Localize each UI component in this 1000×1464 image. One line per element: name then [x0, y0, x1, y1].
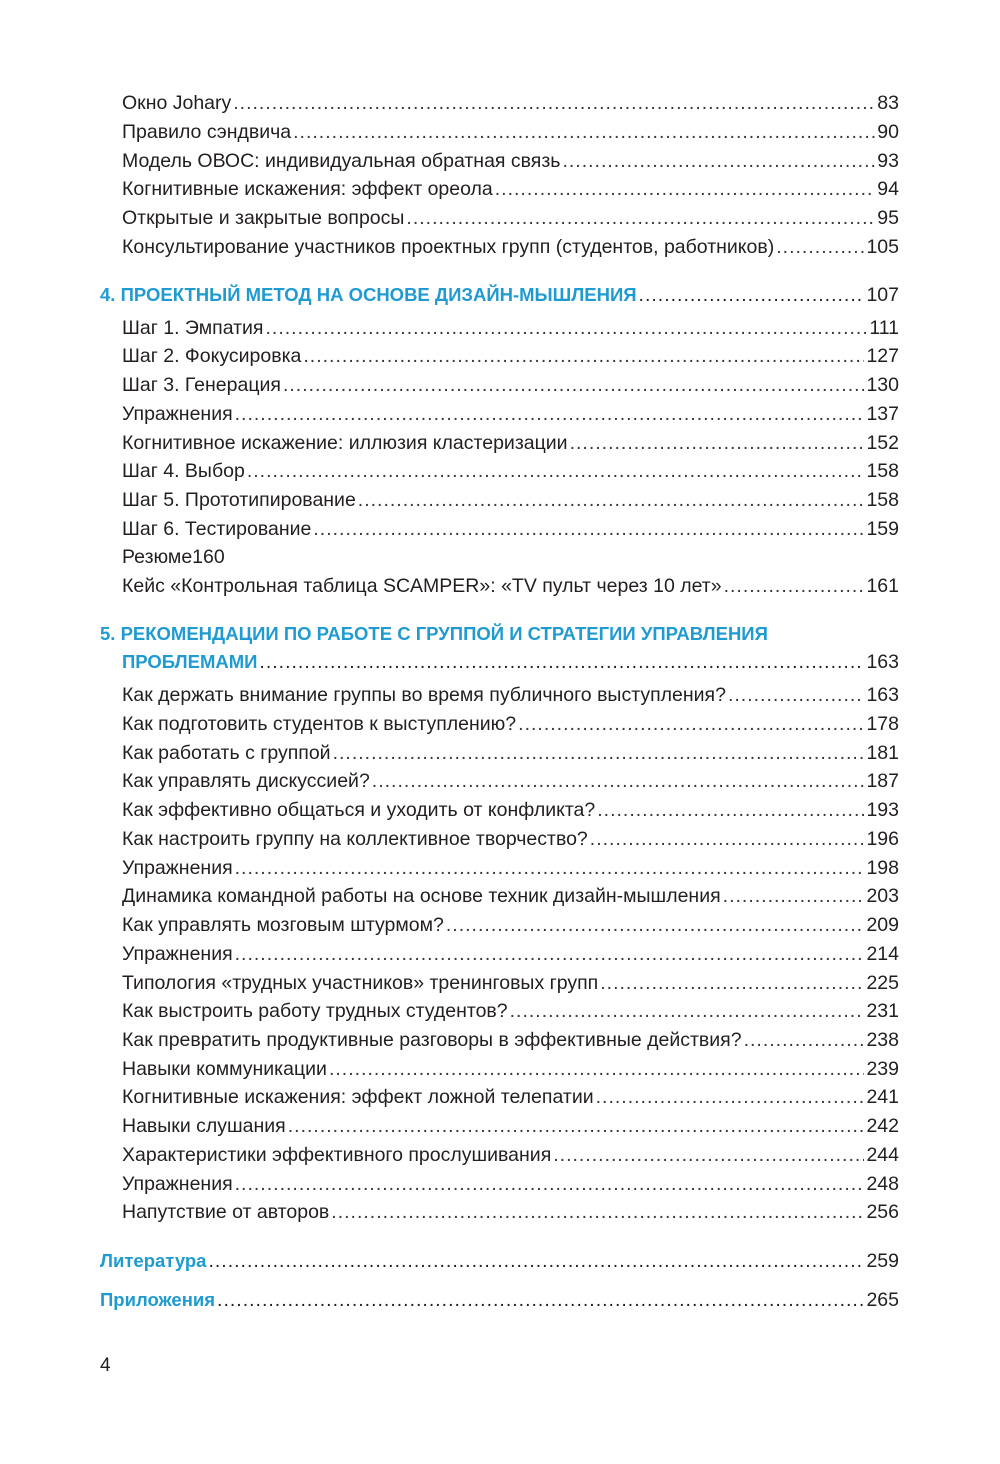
toc-entry[interactable]	[122, 796, 899, 824]
toc-entry-page: 238	[866, 1029, 899, 1051]
dot-leader	[235, 854, 865, 882]
toc-entry[interactable]	[122, 767, 899, 795]
toc-entry-page: 130	[866, 374, 899, 396]
toc-entry-title: Окно Johary	[122, 92, 232, 114]
toc-entry-title: Навыки коммуникации	[122, 1058, 327, 1080]
page-number: 4	[100, 1355, 111, 1376]
dot-leader	[518, 710, 864, 738]
toc-entry[interactable]	[122, 175, 899, 203]
toc-entry-page: 225	[866, 972, 899, 994]
chapter-page: 265	[866, 1289, 899, 1311]
dot-leader	[235, 1170, 865, 1198]
toc-entry[interactable]	[122, 429, 899, 457]
toc-entry-page: 209	[866, 914, 899, 936]
toc-entry[interactable]	[122, 342, 899, 370]
toc-entry-title: Шаг 1. Эмпатия	[122, 317, 264, 339]
toc-entry-page: 244	[866, 1144, 899, 1166]
toc-entry-title: Кейс «Контрольная таблица SCAMPER»: «TV пульт через 10 лет»	[122, 575, 722, 597]
chapter-title: 4. ПРОЕКТНЫЙ МЕТОД НА ОСНОВЕ ДИЗАЙН-МЫШЛЕНИЯ	[100, 284, 637, 305]
dot-leader	[495, 175, 876, 203]
dot-leader	[562, 147, 875, 175]
toc-entry-title: Характеристики эффективного прослушивания	[122, 1144, 552, 1166]
toc-entry[interactable]	[122, 1055, 899, 1083]
toc-entry-title: Шаг 4. Выбор	[122, 460, 245, 482]
chapter-5-title-line1[interactable]: 5. РЕКОМЕНДАЦИИ ПО РАБОТЕ С ГРУППОЙ И СТРАТЕГИИ УПРАВЛЕНИЯ	[100, 623, 768, 644]
dot-leader	[600, 969, 864, 997]
toc-entry-page: 241	[866, 1086, 899, 1108]
dot-leader	[329, 1055, 865, 1083]
toc-entry-page: 198	[866, 857, 899, 879]
toc-entry-title: Когнитивное искажение: иллюзия кластеризации	[122, 432, 568, 454]
toc-entry[interactable]	[122, 739, 899, 767]
toc-entry-title: Упражнения	[122, 1173, 233, 1195]
dot-leader	[776, 233, 864, 261]
chapter-page: 107	[866, 284, 899, 306]
toc-entry-page: 93	[877, 150, 899, 172]
toc-entry-title: Напутствие от авторов	[122, 1201, 330, 1223]
toc-entry-title: Шаг 3. Генерация	[122, 374, 281, 396]
toc-entry[interactable]	[122, 486, 899, 514]
toc-entry-title: Шаг 2. Фокусировка	[122, 345, 302, 367]
toc-entry-title: Как держать внимание группы во время публичного выступления?	[122, 684, 726, 706]
toc-entry-page: 193	[866, 799, 899, 821]
dot-leader	[358, 486, 865, 514]
toc-entry[interactable]	[122, 854, 899, 882]
toc-entry-title: Как управлять мозговым штурмом?	[122, 914, 444, 936]
toc-entry[interactable]	[122, 1112, 899, 1140]
toc-entry-title: Когнитивные искажения: эффект ложной телепатии	[122, 1086, 594, 1108]
dot-leader	[293, 118, 875, 146]
toc-entry[interactable]	[122, 1141, 899, 1169]
toc-entry-title: Упражнения	[122, 857, 233, 879]
toc-entry[interactable]	[122, 1198, 899, 1226]
toc-entry-title: Как настроить группу на коллективное творчество?	[122, 828, 588, 850]
toc-entry-title: Как управлять дискуссией?	[122, 770, 370, 792]
dot-leader	[247, 457, 865, 485]
dot-leader	[235, 940, 865, 968]
toc-entry[interactable]	[122, 204, 899, 232]
toc-entry-title: Консультирование участников проектных групп (студентов, работников)	[122, 236, 775, 258]
toc-entry[interactable]	[122, 314, 899, 342]
toc-entry-page: 158	[866, 489, 899, 511]
toc-entry-title: Упражнения	[122, 943, 233, 965]
toc-entry[interactable]	[122, 1026, 899, 1054]
dot-leader	[288, 1112, 865, 1140]
toc-entry-title: Когнитивные искажения: эффект ореола	[122, 178, 493, 200]
toc-entry-page: 159	[866, 518, 899, 540]
dot-leader	[723, 882, 865, 910]
toc-entry[interactable]	[122, 118, 899, 146]
toc-entry[interactable]	[122, 147, 899, 175]
dot-leader	[596, 1083, 865, 1111]
toc-entry[interactable]	[122, 457, 899, 485]
toc-entry[interactable]	[122, 911, 899, 939]
dot-leader	[590, 825, 865, 853]
toc-entry-title: Как выстроить работу трудных студентов?	[122, 1000, 508, 1022]
toc-entry[interactable]	[122, 1083, 899, 1111]
toc-entry-page: 137	[866, 403, 899, 425]
chapter-title: Приложения	[100, 1289, 216, 1310]
toc-entry-title: Навыки слушания	[122, 1115, 286, 1137]
dot-leader	[639, 281, 865, 309]
toc-entry-title: Как подготовить студентов к выступлению?	[122, 713, 517, 735]
toc-entry[interactable]	[122, 997, 899, 1025]
toc-entry[interactable]	[122, 825, 899, 853]
dot-leader	[406, 204, 875, 232]
dot-leader	[728, 681, 865, 709]
toc-entry[interactable]	[122, 371, 899, 399]
toc-entry-page: 231	[866, 1000, 899, 1022]
dot-leader	[303, 342, 864, 370]
toc-entry-title: Шаг 6. Тестирование	[122, 518, 312, 540]
toc-entry-page: 95	[877, 207, 899, 229]
toc-entry-page: 214	[866, 943, 899, 965]
dot-leader	[570, 429, 865, 457]
toc-entry[interactable]	[122, 1170, 899, 1198]
toc-entry[interactable]	[122, 89, 899, 117]
chapter-title: Литература	[100, 1250, 207, 1271]
toc-entry-page: 111	[869, 317, 899, 339]
toc-entry-page: 152	[866, 432, 899, 454]
toc-entry-page: 196	[866, 828, 899, 850]
toc-entry-page: 94	[877, 178, 899, 200]
toc-entry-title: Как работать с группой	[122, 742, 331, 764]
toc-entry-page: 203	[866, 885, 899, 907]
toc-entry[interactable]	[122, 681, 899, 709]
dot-leader	[510, 997, 865, 1025]
toc-entry[interactable]	[122, 710, 899, 738]
dot-leader	[259, 648, 864, 676]
toc-entry-page: 90	[877, 121, 899, 143]
toc-entry-page: 158	[866, 460, 899, 482]
toc-entry-resume[interactable]: Резюме160	[122, 546, 225, 568]
toc-appendices[interactable]	[100, 1286, 899, 1314]
toc-entry-page: 83	[877, 92, 899, 114]
toc-entry-title: Как превратить продуктивные разговоры в эффективные действия?	[122, 1029, 742, 1051]
toc-chapter-5[interactable]	[122, 648, 899, 676]
toc-entry-title: Типология «трудных участников» тренинговых групп	[122, 972, 599, 994]
toc-entry[interactable]	[122, 515, 899, 543]
dot-leader	[283, 371, 865, 399]
toc-chapter-4[interactable]	[100, 281, 899, 309]
toc-entry-page: 127	[866, 345, 899, 367]
toc-entry-page: 187	[866, 770, 899, 792]
toc-entry-page: 178	[866, 713, 899, 735]
toc-entry-title: Открытые и закрытые вопросы	[122, 207, 405, 229]
toc-entry-title: Модель ОВОС: индивидуальная обратная связь	[122, 150, 561, 172]
dot-leader	[208, 1247, 864, 1275]
toc-entry-page: 248	[866, 1173, 899, 1195]
toc-entry[interactable]	[122, 882, 899, 910]
toc-entry[interactable]	[122, 940, 899, 968]
toc-entry-page: 242	[866, 1115, 899, 1137]
toc-entry-page: 105	[866, 236, 899, 258]
dot-leader	[313, 515, 864, 543]
dot-leader	[597, 796, 864, 824]
toc-entry-page: 161	[866, 575, 899, 597]
toc-entry-page: 163	[866, 684, 899, 706]
toc-entry[interactable]	[122, 233, 899, 261]
dot-leader	[217, 1286, 864, 1314]
dot-leader	[446, 911, 865, 939]
chapter-page: 259	[866, 1250, 899, 1272]
toc-entry-page: 256	[866, 1201, 899, 1223]
dot-leader	[553, 1141, 864, 1169]
dot-leader	[266, 314, 868, 342]
dot-leader	[331, 1198, 864, 1226]
dot-leader	[333, 739, 865, 767]
toc-entry-title: Упражнения	[122, 403, 233, 425]
chapter-title: ПРОБЛЕМАМИ	[122, 651, 258, 672]
toc-entry[interactable]	[122, 969, 899, 997]
dot-leader	[235, 400, 865, 428]
toc-literature[interactable]	[100, 1247, 899, 1275]
toc-entry-page: 181	[866, 742, 899, 764]
dot-leader	[372, 767, 865, 795]
dot-leader	[744, 1026, 865, 1054]
dot-leader	[233, 89, 875, 117]
toc-entry-title: Правило сэндвича	[122, 121, 292, 143]
toc-entry[interactable]	[122, 400, 899, 428]
toc-entry-title: Динамика командной работы на основе техник дизайн-мышления	[122, 885, 721, 907]
toc-entry-title: Шаг 5. Прототипирование	[122, 489, 356, 511]
chapter-page: 163	[866, 651, 899, 673]
toc-entry-page: 239	[866, 1058, 899, 1080]
toc-entry-title: Как эффективно общаться и уходить от конфликта?	[122, 799, 596, 821]
dot-leader	[724, 572, 865, 600]
toc-entry[interactable]	[122, 572, 899, 600]
